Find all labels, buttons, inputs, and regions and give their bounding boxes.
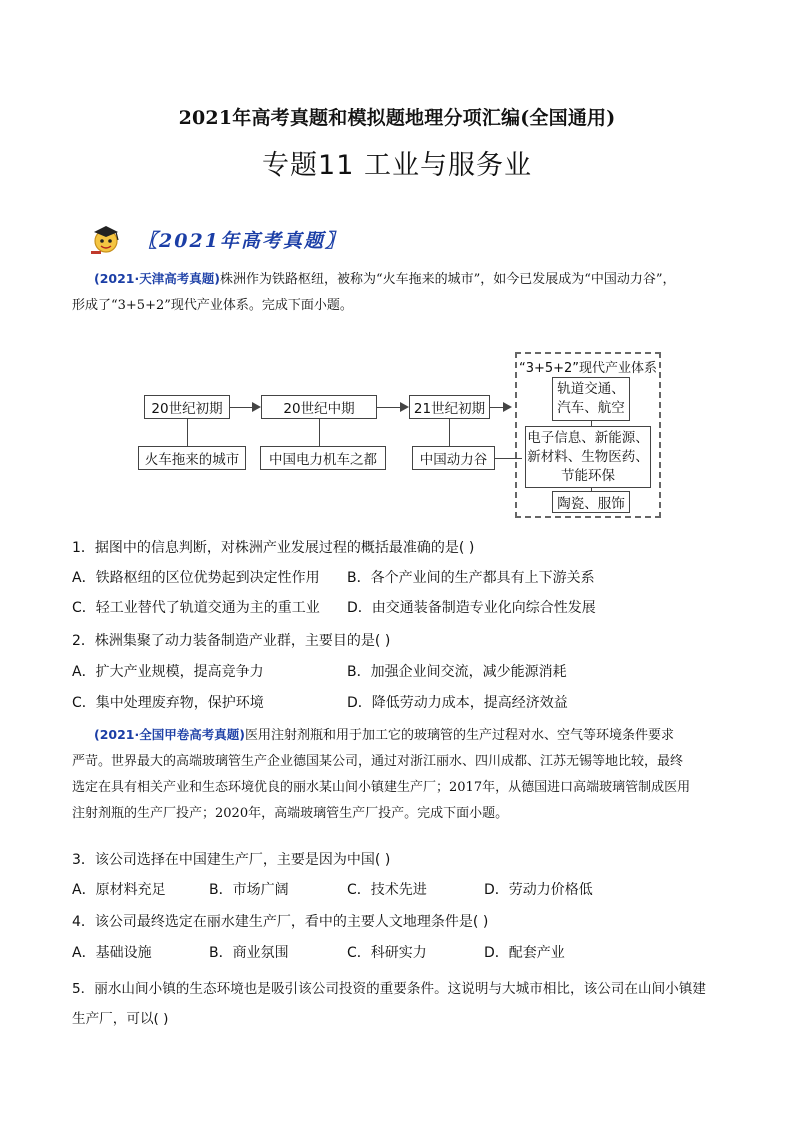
passage-text: 医用注射剂瓶和用于加工它的玻璃管的生产过程对水、空气等环境条件要求 xyxy=(244,728,674,743)
question-2-stem: 2．株洲集聚了动力装备制造产业群，主要目的是( ) xyxy=(72,633,391,649)
option-b: B．市场广阔 xyxy=(209,882,289,898)
arrow-icon xyxy=(503,402,512,412)
question-1-stem: 1．据图中的信息判断，对株洲产业发展过程的概括最准确的是( ) xyxy=(72,540,475,556)
passage-text: 严苛。世界最大的高端玻璃管生产企业德国某公司，通过对浙江丽水、四川成都、江苏无锡等地比较，最终 xyxy=(72,754,684,769)
option-c: C．技术先进 xyxy=(347,882,427,898)
stage-box: 20世纪中期 xyxy=(261,395,377,419)
arrow-icon xyxy=(252,402,261,412)
option-b: B．商业氛围 xyxy=(209,945,289,961)
label-box: 火车拖来的城市 xyxy=(138,446,246,470)
industry-diagram xyxy=(138,352,668,522)
option-a: A．基础设施 xyxy=(72,945,152,961)
option-b: B．各个产业间的生产都具有上下游关系 xyxy=(347,570,595,586)
option-d: D．劳动力价格低 xyxy=(484,882,593,898)
passage-text: 选定在具有相关产业和生态环境优良的丽水某山间小镇建生产厂；2017年，从德国进口高端玻璃管制成医用 xyxy=(72,780,691,795)
passage-text: 株洲作为铁路枢纽，被称为“火车拖来的城市”，如今已发展成为“中国动力谷”， xyxy=(219,272,676,287)
source-tag: (2021·全国甲卷高考真题) xyxy=(94,727,245,742)
arrow-icon xyxy=(400,402,409,412)
option-a: A．原材料充足 xyxy=(72,882,166,898)
passage-text: 注射剂瓶的生产厂投产；2020年，高端玻璃管生产厂投产。完成下面小题。 xyxy=(72,806,509,821)
option-d: D．由交通装备制造专业化向综合性发展 xyxy=(347,600,596,616)
option-b: B．加强企业间交流，减少能源消耗 xyxy=(347,664,567,680)
option-d: D．降低劳动力成本，提高经济效益 xyxy=(347,695,568,711)
scholar-mascot-icon xyxy=(88,221,124,257)
option-c: C．科研实力 xyxy=(347,945,427,961)
industry-group-box: 陶瓷、服饰 xyxy=(552,491,630,513)
stage-box: 20世纪初期 xyxy=(144,395,230,419)
option-c: C．轻工业替代了轨道交通为主的重工业 xyxy=(72,600,320,616)
label-box: 中国动力谷 xyxy=(412,446,495,470)
system-title: “3+5+2”现代产业体系 xyxy=(518,361,658,376)
document-title: 2021年高考真题和模拟题地理分项汇编(全国通用) xyxy=(178,107,616,129)
option-a: A．扩大产业规模，提高竞争力 xyxy=(72,664,264,680)
industry-group-box: 轨道交通、 汽车、航空 xyxy=(552,377,630,421)
label-box: 中国电力机车之都 xyxy=(260,446,386,470)
passage-1 xyxy=(72,266,738,319)
topic-title: 专题11 工业与服务业 xyxy=(262,150,532,181)
source-tag: (2021·天津高考真题) xyxy=(94,271,220,286)
option-a: A．铁路枢纽的区位优势起到决定性作用 xyxy=(72,570,320,586)
question-4-stem: 4．该公司最终选定在丽水建生产厂，看中的主要人文地理条件是( ) xyxy=(72,914,489,930)
option-c: C．集中处理废弃物，保护环境 xyxy=(72,695,264,711)
option-d: D．配套产业 xyxy=(484,945,565,961)
section-title: 〖2021年高考真题〗 xyxy=(138,229,346,252)
question-5-stem: 5．丽水山间小镇的生态环境也是吸引该公司投资的重要条件。这说明与大城市相比，该公司在山间小镇建 生产厂，可以( ) xyxy=(72,981,706,1027)
industry-group-box: 电子信息、新能源、 新材料、生物医药、 节能环保 xyxy=(525,426,651,488)
passage-text: 形成了“3+5+2”现代产业体系。完成下面小题。 xyxy=(72,298,353,313)
passage-2 xyxy=(72,722,744,827)
question-3-stem: 3．该公司选择在中国建生产厂，主要是因为中国( ) xyxy=(72,852,391,868)
stage-box: 21世纪初期 xyxy=(409,395,490,419)
section-header xyxy=(88,222,346,256)
